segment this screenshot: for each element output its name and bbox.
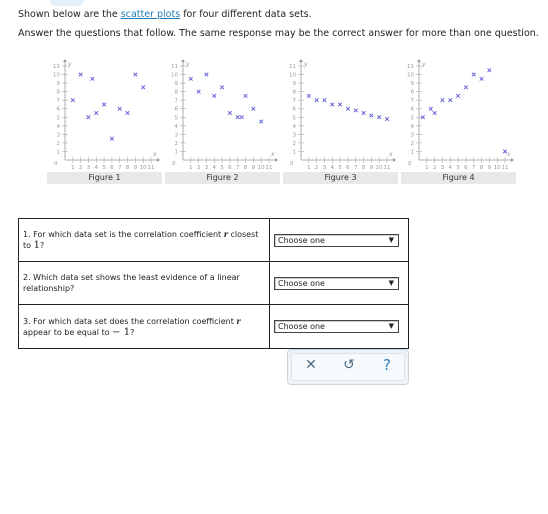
- x-tick-label: 10: [139, 165, 147, 171]
- x-axis-letter: x: [153, 151, 157, 158]
- x-tick-label: 9: [369, 165, 374, 171]
- y-tick-label: 4: [292, 123, 296, 130]
- x-axis-arrow: [511, 158, 514, 162]
- x-tick-label: 1: [189, 165, 193, 171]
- data-point: [102, 103, 106, 107]
- y-tick-label: 3: [410, 132, 414, 139]
- y-tick-label: 4: [174, 123, 178, 130]
- data-point: [370, 114, 374, 118]
- x-tick-label: 8: [243, 165, 248, 171]
- y-tick-label: 10: [53, 72, 60, 79]
- question-3-value: − 1: [112, 326, 131, 338]
- y-tick-label: 1: [292, 149, 296, 156]
- y-tick-label: 9: [292, 81, 296, 88]
- x-tick-label: 6: [110, 165, 114, 171]
- question-3-prefix: 3. For which data set does the correlation coefficient: [23, 316, 237, 326]
- y-tick-label: 8: [56, 89, 60, 96]
- data-point: [472, 73, 476, 77]
- data-point: [87, 115, 91, 119]
- x-tick-label: 1: [71, 165, 75, 171]
- scatter-plots-link[interactable]: scatter plots: [120, 9, 181, 20]
- data-point: [189, 77, 193, 81]
- data-point: [252, 107, 256, 111]
- x-tick-label: 8: [125, 165, 130, 171]
- y-axis-arrow: [63, 59, 67, 62]
- y-tick-label: 5: [292, 115, 296, 122]
- question-1-prefix: 1. For which data set is the correlation coefficient: [23, 230, 224, 239]
- figure-3-caption: Figure 3: [283, 172, 398, 184]
- x-tick-label: 9: [251, 165, 256, 171]
- y-tick-label: 9: [174, 81, 178, 88]
- x-tick-label: 2: [314, 165, 319, 171]
- y-tick-label: 1: [56, 149, 60, 156]
- data-point: [385, 117, 389, 121]
- data-point: [377, 115, 381, 119]
- y-tick-label: 3: [174, 132, 178, 139]
- data-point: [488, 68, 492, 72]
- data-point: [91, 77, 95, 81]
- x-tick-label: 8: [361, 165, 366, 171]
- intro-text: [18, 8, 312, 21]
- question-2-text: [19, 262, 270, 305]
- data-point: [480, 77, 484, 81]
- question-1-answer-cell: [270, 219, 409, 262]
- y-axis-letter: y: [304, 61, 308, 68]
- x-tick-label: 8: [479, 165, 484, 171]
- question-3-select[interactable]: [274, 320, 399, 333]
- question-2-prefix: 2. Which data set shows the least evidence of a linear relationship?: [23, 273, 240, 293]
- data-point: [315, 98, 319, 102]
- x-tick-label: 5: [220, 165, 224, 171]
- figure-2-svg: [165, 57, 280, 172]
- x-tick-label: 9: [487, 165, 492, 171]
- question-1-value: 1: [33, 240, 40, 251]
- x-axis-letter: x: [271, 151, 275, 158]
- x-tick-label: 6: [228, 165, 232, 171]
- figure-4-caption: Figure 4: [401, 172, 516, 184]
- question-3-end: ?: [130, 327, 135, 337]
- x-tick-label: 3: [204, 165, 209, 171]
- data-point: [259, 120, 263, 124]
- origin-label: 0: [172, 161, 176, 167]
- y-tick-label: 9: [56, 81, 60, 88]
- undo-icon: ↺: [343, 357, 355, 373]
- data-point: [448, 98, 452, 102]
- y-tick-label: 10: [289, 72, 296, 79]
- y-tick-label: 1: [410, 149, 414, 156]
- data-point: [338, 103, 342, 107]
- x-tick-label: 6: [346, 165, 350, 171]
- question-3-selected: Choose one: [278, 322, 325, 331]
- y-tick-label: 10: [407, 72, 414, 79]
- question-row-2: [19, 262, 409, 305]
- figure-4-plot: [401, 57, 516, 184]
- y-tick-label: 6: [56, 106, 60, 113]
- y-tick-label: 2: [174, 140, 178, 147]
- data-point: [126, 111, 130, 115]
- x-tick-label: 3: [322, 165, 327, 171]
- data-point: [429, 107, 433, 111]
- x-tick-label: 4: [448, 165, 453, 171]
- data-point: [456, 94, 460, 98]
- data-point: [323, 98, 327, 102]
- data-point: [244, 94, 248, 98]
- x-tick-label: 1: [307, 165, 311, 171]
- question-row-1: [19, 219, 409, 262]
- y-axis-arrow: [181, 59, 185, 62]
- y-tick-label: 5: [174, 115, 178, 122]
- y-tick-label: 2: [410, 140, 414, 147]
- y-tick-label: 10: [171, 72, 178, 79]
- y-tick-label: 6: [410, 106, 414, 113]
- question-1-line2: to: [23, 241, 34, 250]
- y-axis-arrow: [417, 59, 421, 62]
- data-point: [134, 73, 138, 77]
- question-row-3: [19, 305, 409, 349]
- y-axis-letter: y: [186, 61, 190, 68]
- x-tick-label: 11: [147, 165, 155, 171]
- question-1-after-symbol: closest: [227, 230, 259, 239]
- y-tick-label: 5: [56, 115, 60, 122]
- x-tick-label: 6: [464, 165, 468, 171]
- question-1-symbol: r: [223, 229, 228, 239]
- y-tick-label: 9: [410, 81, 414, 88]
- x-axis-arrow: [275, 158, 278, 162]
- y-tick-label: 7: [410, 98, 414, 105]
- x-tick-label: 2: [78, 165, 83, 171]
- x-axis-letter: x: [507, 151, 511, 158]
- action-bar: [287, 349, 409, 385]
- figure-1-plot: [47, 57, 162, 184]
- x-tick-label: 1: [425, 165, 429, 171]
- figure-1-svg: [47, 57, 162, 172]
- figure-2-plot: [165, 57, 280, 184]
- data-point: [228, 111, 232, 115]
- questions-table: [18, 218, 409, 349]
- data-point: [441, 98, 445, 102]
- question-1-selected: Choose one: [278, 235, 325, 245]
- x-tick-label: 3: [86, 165, 91, 171]
- data-point: [346, 107, 350, 111]
- question-1-end: ?: [39, 241, 45, 250]
- data-point: [240, 115, 244, 119]
- origin-label: 0: [408, 161, 412, 167]
- instructions: Answer the questions that follow. The same response may be the correct answer for more than one question.: [18, 28, 539, 39]
- x-tick-label: 4: [212, 165, 217, 171]
- figure-3-svg: [283, 57, 398, 172]
- data-point: [330, 103, 334, 107]
- y-tick-label: 7: [292, 98, 296, 105]
- question-3-line2: appear to be equal to: [23, 327, 113, 337]
- y-tick-label: 4: [410, 123, 414, 130]
- y-tick-label: 2: [56, 140, 60, 147]
- y-tick-label: 11: [289, 64, 296, 70]
- data-point: [94, 111, 98, 115]
- y-tick-label: 11: [53, 64, 60, 70]
- question-1-text: [19, 219, 270, 262]
- x-tick-label: 5: [102, 165, 106, 171]
- y-tick-label: 8: [410, 89, 414, 96]
- data-point: [236, 115, 240, 119]
- y-tick-label: 2: [292, 140, 296, 147]
- y-tick-label: 3: [56, 132, 60, 139]
- data-point: [362, 111, 366, 115]
- data-point: [205, 73, 209, 77]
- data-point: [110, 137, 114, 141]
- x-tick-label: 7: [117, 165, 122, 171]
- close-icon: ✕: [305, 357, 317, 373]
- figure-4-svg: [401, 57, 516, 172]
- data-point: [354, 109, 358, 113]
- data-point: [71, 98, 75, 102]
- y-tick-label: 7: [56, 98, 60, 105]
- y-tick-label: 4: [56, 123, 60, 130]
- question-3-answer-cell: [270, 305, 409, 349]
- data-point: [197, 90, 201, 94]
- question-3-symbol: r: [236, 315, 241, 326]
- figure-1-caption: Figure 1: [47, 172, 162, 184]
- y-tick-label: 5: [410, 115, 414, 122]
- figure-3-plot: [283, 57, 398, 184]
- y-axis-arrow: [299, 59, 303, 62]
- data-point: [118, 107, 122, 111]
- data-point: [464, 86, 468, 90]
- x-tick-label: 11: [501, 165, 509, 171]
- x-tick-label: 7: [235, 165, 240, 171]
- intro-after: for four different data sets.: [180, 9, 312, 20]
- x-tick-label: 2: [196, 165, 201, 171]
- x-axis-letter: x: [389, 151, 393, 158]
- data-point: [212, 94, 216, 98]
- y-tick-label: 8: [174, 89, 178, 96]
- y-tick-label: 7: [174, 98, 178, 105]
- x-tick-label: 5: [456, 165, 460, 171]
- clear-button[interactable]: [301, 356, 321, 374]
- figure-2-caption: Figure 2: [165, 172, 280, 184]
- undo-button[interactable]: [339, 356, 359, 374]
- x-axis-arrow: [157, 158, 160, 162]
- origin-label: 0: [54, 161, 58, 167]
- x-tick-label: 3: [440, 165, 445, 171]
- y-tick-label: 11: [407, 64, 414, 70]
- x-tick-label: 5: [338, 165, 342, 171]
- data-point: [79, 73, 83, 77]
- y-tick-label: 6: [292, 106, 296, 113]
- x-tick-label: 9: [133, 165, 138, 171]
- chevron-down-icon: ▼: [388, 278, 394, 287]
- x-tick-label: 4: [94, 165, 99, 171]
- x-tick-label: 7: [471, 165, 476, 171]
- x-axis-arrow: [393, 158, 396, 162]
- help-icon: ?: [383, 356, 391, 374]
- x-tick-label: 10: [257, 165, 265, 171]
- top-tab: [50, 0, 84, 6]
- y-tick-label: 6: [174, 106, 178, 113]
- x-tick-label: 11: [383, 165, 391, 171]
- help-button[interactable]: [377, 356, 397, 374]
- chevron-down-icon: ▼: [388, 322, 394, 330]
- question-2-answer-cell: [270, 262, 409, 305]
- data-point: [307, 94, 311, 98]
- data-point: [141, 86, 145, 90]
- data-point: [433, 111, 437, 115]
- data-point: [220, 86, 224, 90]
- question-3-text: [19, 305, 270, 349]
- question-1-select[interactable]: [274, 234, 399, 247]
- x-tick-label: 11: [265, 165, 273, 171]
- question-2-selected: Choose one: [278, 278, 325, 288]
- y-axis-letter: y: [68, 61, 72, 68]
- y-tick-label: 8: [292, 89, 296, 96]
- x-tick-label: 10: [375, 165, 383, 171]
- x-tick-label: 2: [432, 165, 437, 171]
- y-tick-label: 11: [171, 64, 178, 70]
- x-tick-label: 7: [353, 165, 358, 171]
- chevron-down-icon: ▼: [388, 235, 394, 244]
- x-tick-label: 10: [493, 165, 501, 171]
- y-axis-letter: y: [422, 61, 426, 68]
- x-tick-label: 4: [330, 165, 335, 171]
- y-tick-label: 3: [292, 132, 296, 139]
- y-tick-label: 1: [174, 149, 178, 156]
- question-2-select[interactable]: [274, 277, 399, 290]
- origin-label: 0: [290, 161, 294, 167]
- intro-before: Shown below are the: [18, 9, 121, 20]
